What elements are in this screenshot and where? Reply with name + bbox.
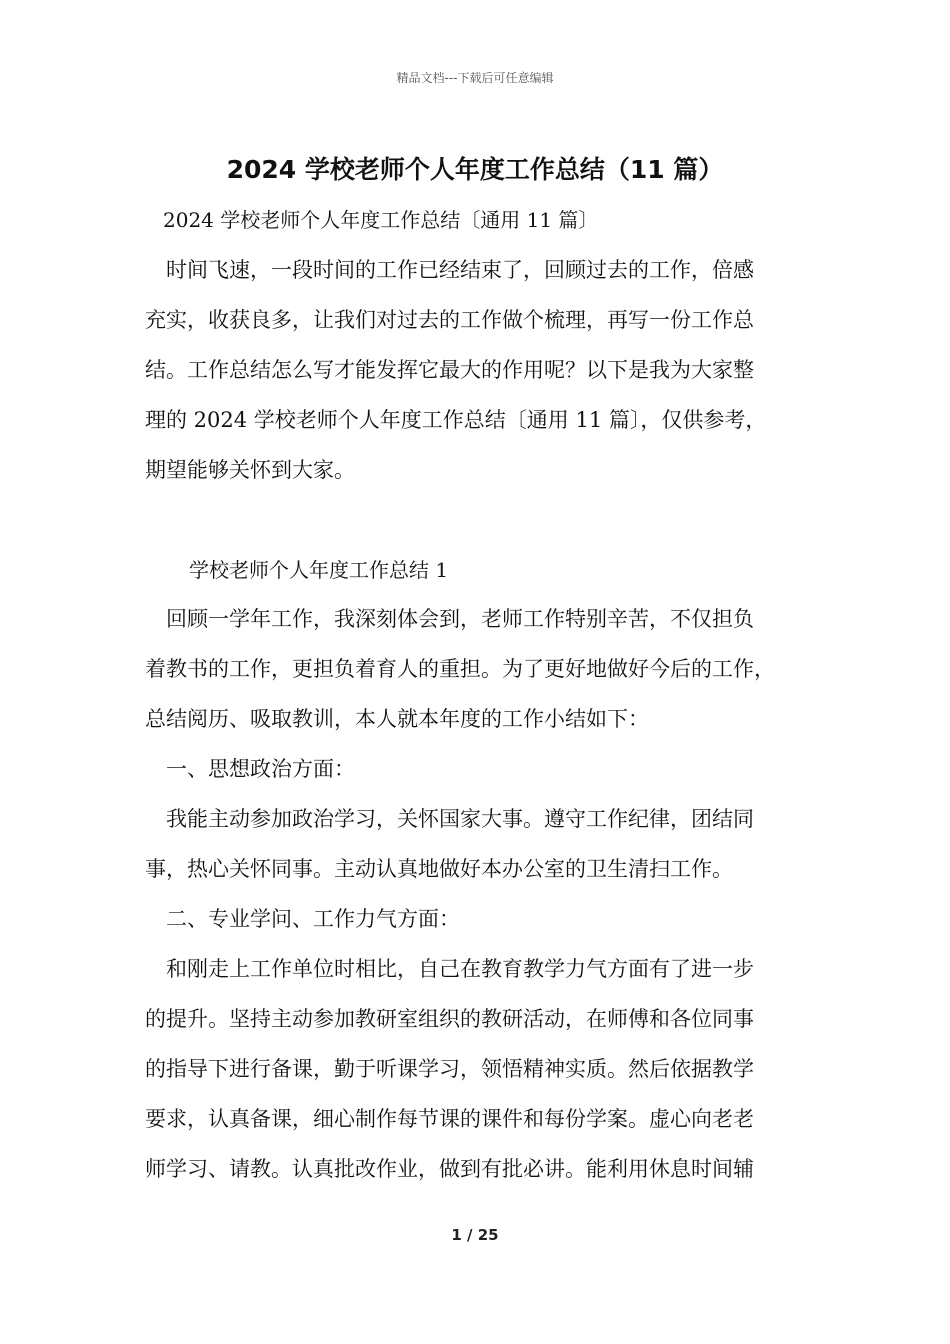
text-line: 充实，收获良多，让我们对过去的工作做个梳理，再写一份工作总 xyxy=(145,308,754,332)
text-line: 理的 2024 学校老师个人年度工作总结〔通用 11 篇〕，仅供参考， xyxy=(145,408,767,432)
text-line: 我能主动参加政治学习，关怀国家大事。遵守工作纪律，团结同 xyxy=(145,807,754,831)
header-note: 精品文档---下载后可任意编辑 xyxy=(396,71,554,85)
intro-paragraph xyxy=(145,245,825,495)
text-line: 事，热心关怀同事。主动认真地做好本办公室的卫生清扫工作。 xyxy=(145,857,733,881)
document-title: 2024 学校老师个人年度工作总结（11 篇） xyxy=(226,155,724,184)
section-title: 学校老师个人年度工作总结 1 xyxy=(189,558,449,582)
text-line: 的提升。坚持主动参加教研室组织的教研活动，在师傅和各位同事 xyxy=(145,1007,754,1031)
heading-politics: 一、思想政治方面： xyxy=(145,757,355,781)
text-line: 总结阅历、吸取教训，本人就本年度的工作小结如下： xyxy=(145,707,649,731)
document-subtitle: 2024 学校老师个人年度工作总结〔通用 11 篇〕 xyxy=(163,208,599,232)
text-line: 时间飞速，一段时间的工作已经结束了，回顾过去的工作，倍感 xyxy=(145,258,754,282)
text-line: 着教书的工作，更担负着育人的重担。为了更好地做好今后的工作， xyxy=(145,657,775,681)
section-body xyxy=(145,594,825,1194)
text-line: 回顾一学年工作，我深刻体会到，老师工作特别辛苦，不仅担负 xyxy=(145,607,754,631)
page-number: 1 / 25 xyxy=(451,1226,499,1244)
text-line: 师学习、请教。认真批改作业，做到有批必讲。能利用休息时间辅 xyxy=(145,1157,754,1181)
text-line: 结。工作总结怎么写才能发挥它最大的作用呢？以下是我为大家整 xyxy=(145,358,754,382)
text-line: 的指导下进行备课，勤于听课学习，领悟精神实质。然后依据教学 xyxy=(145,1057,754,1081)
heading-professional: 二、专业学问、工作力气方面： xyxy=(145,907,460,931)
text-line: 要求，认真备课，细心制作每节课的课件和每份学案。虚心向老老 xyxy=(145,1107,754,1131)
text-line: 和刚走上工作单位时相比，自己在教育教学力气方面有了进一步 xyxy=(145,957,754,981)
text-line: 期望能够关怀到大家。 xyxy=(145,458,355,482)
